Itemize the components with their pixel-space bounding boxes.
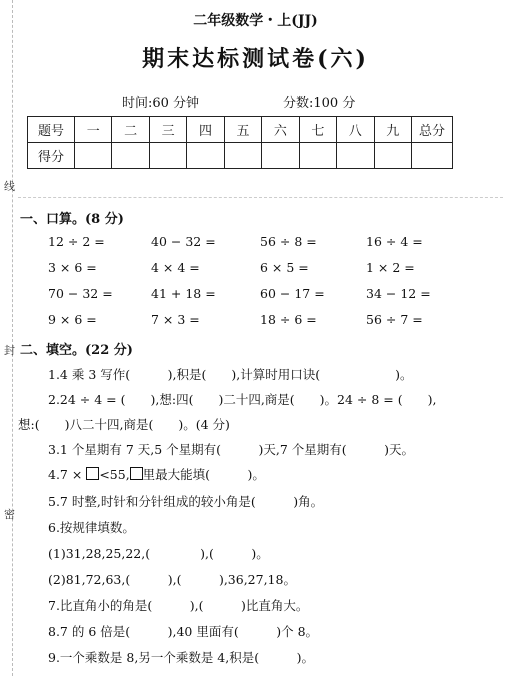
oral-item: 18 ÷ 6 = <box>260 312 317 327</box>
question-4-suffix: 里最大能填( )。 <box>142 467 265 482</box>
total-score: 分数:100 分 <box>283 96 356 111</box>
oral-item: 12 ÷ 2 = <box>48 234 105 249</box>
score-table-cell: 四 <box>187 117 224 143</box>
exam-title: 期末达标测试卷(六) <box>142 46 369 72</box>
score-table-cell: 七 <box>299 117 336 143</box>
question-line: 8.7 的 6 倍是( ),40 里面有( )个 8。 <box>48 624 319 639</box>
answer-box[interactable] <box>130 467 143 480</box>
oral-item: 40 − 32 = <box>151 234 216 249</box>
score-entry-cell[interactable] <box>187 143 224 169</box>
score-table-header-row <box>28 117 453 143</box>
question-line: 9.一个乘数是 8,另一个乘数是 4,积是( )。 <box>48 650 314 665</box>
oral-item: 6 × 5 = <box>260 260 309 275</box>
score-table-cell: 三 <box>149 117 186 143</box>
oral-item: 56 ÷ 8 = <box>260 234 317 249</box>
exam-subtitle: 二年级数学・上(JJ) <box>193 13 318 29</box>
score-entry-cell[interactable] <box>262 143 299 169</box>
oral-item: 1 × 2 = <box>366 260 415 275</box>
score-table-cell: 题号 <box>28 117 75 143</box>
margin-mark-seal: 封 <box>4 344 15 357</box>
section-divider <box>18 197 503 198</box>
question-line: 5.7 时整,时针和分针组成的较小角是( )角。 <box>48 494 324 509</box>
score-table-cell: 六 <box>262 117 299 143</box>
score-table-cell: 得分 <box>28 143 75 169</box>
score-entry-cell[interactable] <box>374 143 412 169</box>
question-4-middle: <55, <box>99 467 130 482</box>
question-line: 1.4 乘 3 写作( ),积是( ),计算时用口诀( )。 <box>48 367 413 382</box>
oral-item: 16 ÷ 4 = <box>366 234 423 249</box>
oral-item: 4 × 4 = <box>151 260 200 275</box>
margin-mark-line: 线 <box>4 180 15 193</box>
question-4-prefix: 4.7 × <box>48 467 83 482</box>
score-entry-cell[interactable] <box>299 143 336 169</box>
oral-item: 56 ÷ 7 = <box>366 312 423 327</box>
score-entry-cell[interactable] <box>75 143 112 169</box>
oral-item: 60 − 17 = <box>260 286 325 301</box>
question-line: 7.比直角小的角是( ),( )比直角大。 <box>48 598 309 613</box>
score-table-cell: 五 <box>224 117 261 143</box>
score-entry-cell[interactable] <box>112 143 149 169</box>
question-line: 6.按规律填数。 <box>48 520 135 535</box>
score-table-cell: 二 <box>112 117 149 143</box>
score-entry-cell[interactable] <box>412 143 453 169</box>
score-entry-cell[interactable] <box>224 143 261 169</box>
question-line: 3.1 个星期有 7 天,5 个星期有( )天,7 个星期有( )天。 <box>48 442 415 457</box>
question-line-4 <box>48 465 265 483</box>
score-entry-cell[interactable] <box>337 143 374 169</box>
oral-item: 7 × 3 = <box>151 312 200 327</box>
oral-item: 34 − 12 = <box>366 286 431 301</box>
oral-item: 3 × 6 = <box>48 260 97 275</box>
answer-box[interactable] <box>86 467 99 480</box>
binding-margin-line <box>12 0 13 676</box>
score-table-cell: 八 <box>337 117 374 143</box>
oral-item: 9 × 6 = <box>48 312 97 327</box>
section-1-heading: 一、口算。(8 分) <box>20 212 124 227</box>
question-line: (2)81,72,63,( ),( ),36,27,18。 <box>48 572 296 587</box>
score-table-cell: 一 <box>75 117 112 143</box>
score-table-cell: 九 <box>374 117 412 143</box>
score-table <box>27 116 453 169</box>
score-table-score-row <box>28 143 453 169</box>
question-line: 想:( )八二十四,商是( )。(4 分) <box>18 417 230 432</box>
score-table-cell: 总分 <box>412 117 453 143</box>
section-2-heading: 二、填空。(22 分) <box>20 343 133 358</box>
margin-mark-secret: 密 <box>4 508 15 521</box>
oral-item: 41 + 18 = <box>151 286 216 301</box>
question-line: (1)31,28,25,22,( ),( )。 <box>48 546 269 561</box>
score-entry-cell[interactable] <box>149 143 186 169</box>
time-limit: 时间:60 分钟 <box>122 96 200 111</box>
oral-item: 70 − 32 = <box>48 286 113 301</box>
question-line: 2.24 ÷ 4 = ( ),想:四( )二十四,商是( )。24 ÷ 8 = ( ), <box>48 392 437 407</box>
